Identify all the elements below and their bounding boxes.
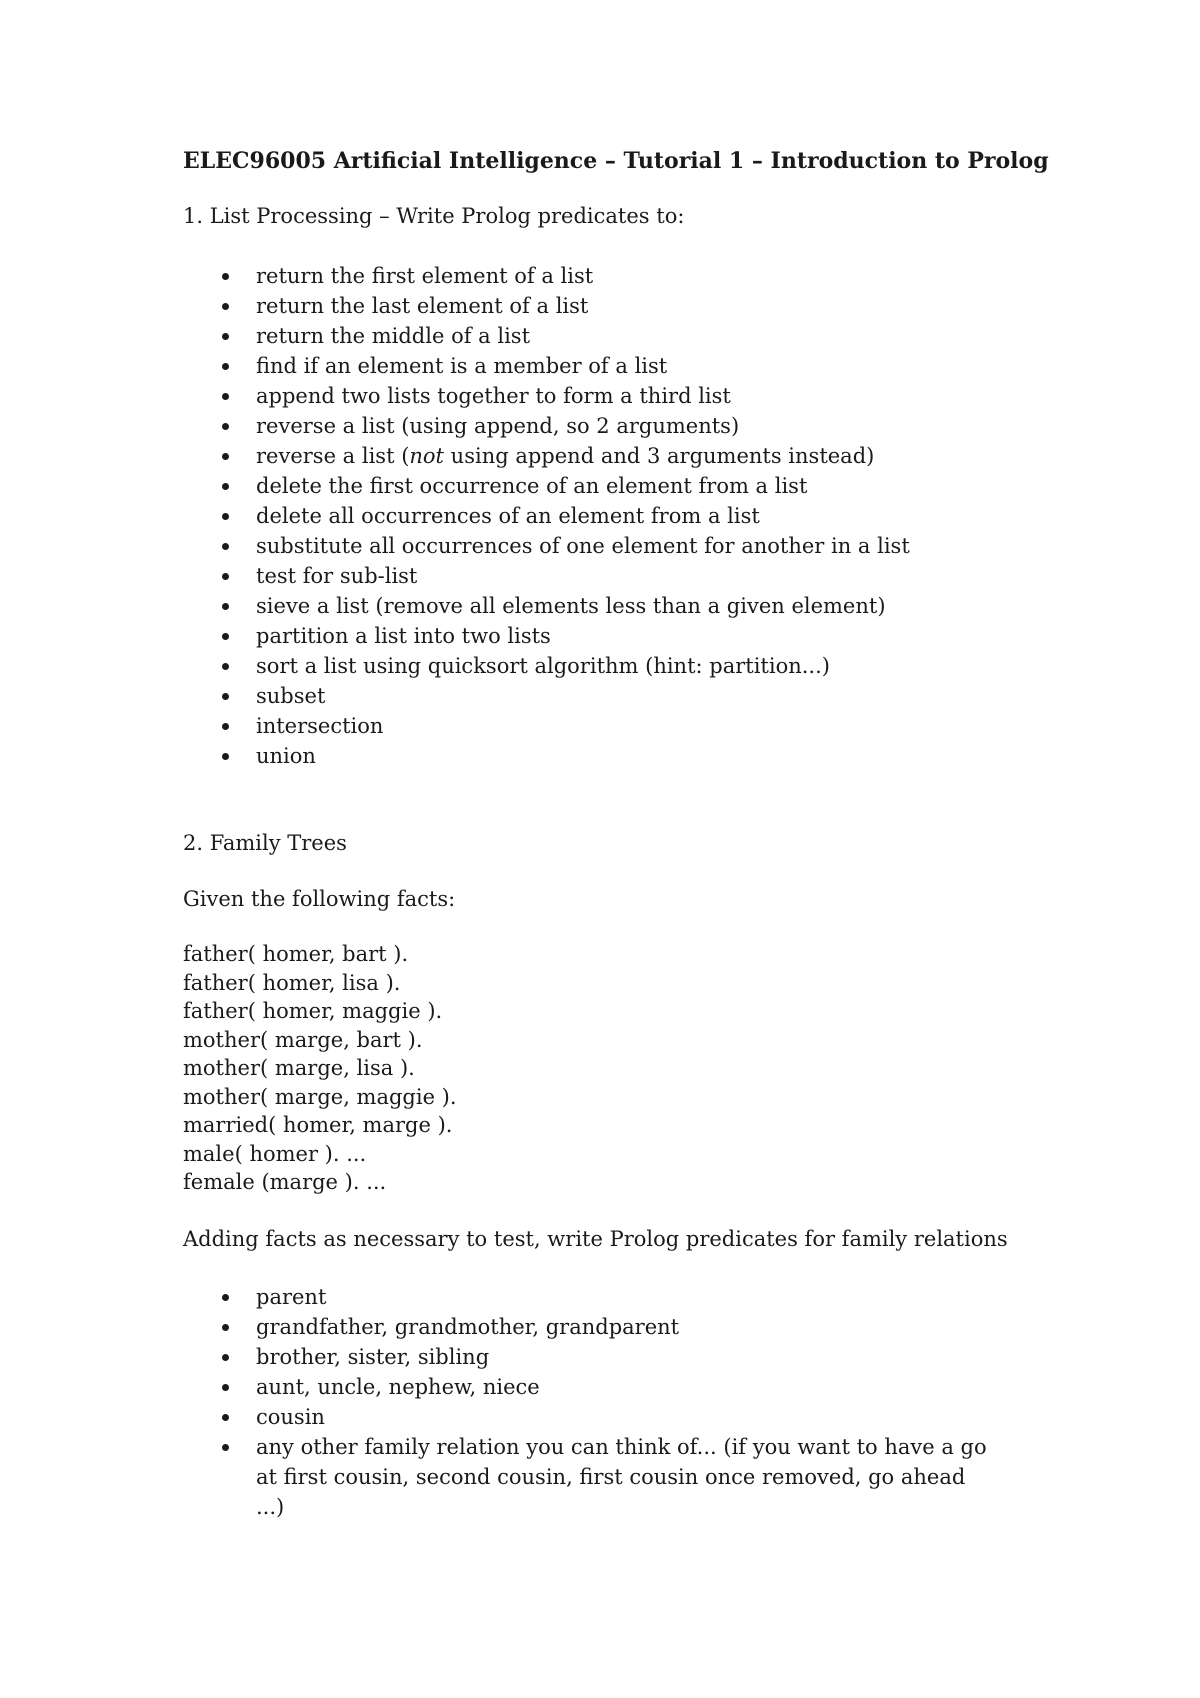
page-title: ELEC96005 Artificial Intelligence – Tutorial 1 – Introduction to Prolog [183, 148, 1049, 174]
bullet-icon [222, 633, 229, 640]
list-item: brother, sister, sibling [183, 1342, 996, 1372]
family-relations-list [183, 1282, 996, 1522]
list-item: sort a list using quicksort algorithm (hint: partition...) [183, 651, 910, 681]
list-item: sieve a list (remove all elements less than a given element) [183, 591, 910, 621]
bullet-icon [222, 513, 229, 520]
list-item: grandfather, grandmother, grandparent [183, 1312, 996, 1342]
list-item: append two lists together to form a third list [183, 381, 910, 411]
fact-line: mother( marge, bart ). [183, 1027, 423, 1052]
list-item: delete the first occurrence of an element from a list [183, 471, 910, 501]
facts-intro: Given the following facts: [183, 887, 456, 911]
bullet-icon [222, 363, 229, 370]
fact-line: father( homer, lisa ). [183, 970, 401, 995]
bullet-icon [222, 393, 229, 400]
list-item: subset [183, 681, 910, 711]
fact-line: male( homer ). ... [183, 1141, 367, 1166]
bullet-icon [222, 423, 229, 430]
list-item: partition a list into two lists [183, 621, 910, 651]
fact-line: mother( marge, maggie ). [183, 1084, 457, 1109]
section-1-heading: 1. List Processing – Write Prolog predicates to: [183, 204, 685, 228]
bullet-icon [222, 273, 229, 280]
list-item: substitute all occurrences of one element for another in a list [183, 531, 910, 561]
fact-line: father( homer, bart ). [183, 942, 409, 966]
bullet-icon [222, 753, 229, 760]
list-item: reverse a list (not using append and 3 arguments instead) [183, 441, 910, 471]
list-item: union [183, 741, 910, 771]
fact-line: married( homer, marge ). [183, 1113, 453, 1137]
bullet-icon [222, 693, 229, 700]
list-processing-list [183, 261, 910, 771]
facts-block [183, 940, 457, 1197]
list-item: test for sub-list [183, 561, 910, 591]
list-item: cousin [183, 1402, 996, 1432]
relations-instruction: Adding facts as necessary to test, write Prolog predicates for family relations [183, 1227, 1008, 1251]
bullet-icon [222, 543, 229, 550]
emphasis-not: not [409, 444, 444, 468]
fact-line: father( homer, maggie ). [183, 999, 443, 1023]
bullet-icon [222, 333, 229, 340]
bullet-icon [222, 573, 229, 580]
list-item: reverse a list (using append, so 2 arguments) [183, 411, 910, 441]
bullet-icon [222, 1444, 229, 1451]
list-item: return the middle of a list [183, 321, 910, 351]
bullet-icon [222, 1354, 229, 1361]
bullet-icon [222, 1324, 229, 1331]
bullet-icon [222, 483, 229, 490]
list-item: find if an element is a member of a list [183, 351, 910, 381]
bullet-icon [222, 1294, 229, 1301]
bullet-icon [222, 1384, 229, 1391]
bullet-icon [222, 1414, 229, 1421]
bullet-icon [222, 603, 229, 610]
fact-line: mother( marge, lisa ). [183, 1056, 415, 1080]
section-2-heading: 2. Family Trees [183, 831, 347, 855]
bullet-icon [222, 303, 229, 310]
list-item: aunt, uncle, nephew, niece [183, 1372, 996, 1402]
bullet-icon [222, 453, 229, 460]
list-item: return the last element of a list [183, 291, 910, 321]
list-item: parent [183, 1282, 996, 1312]
list-item: delete all occurrences of an element from a list [183, 501, 910, 531]
list-item: return the first element of a list [183, 261, 910, 291]
fact-line: female (marge ). ... [183, 1170, 387, 1194]
list-item: any other family relation you can think of... (if you want to have a go at first cousin, second cousin, first cousin once removed, go ahead ...) [183, 1432, 996, 1522]
list-item: intersection [183, 711, 910, 741]
bullet-icon [222, 723, 229, 730]
bullet-icon [222, 663, 229, 670]
